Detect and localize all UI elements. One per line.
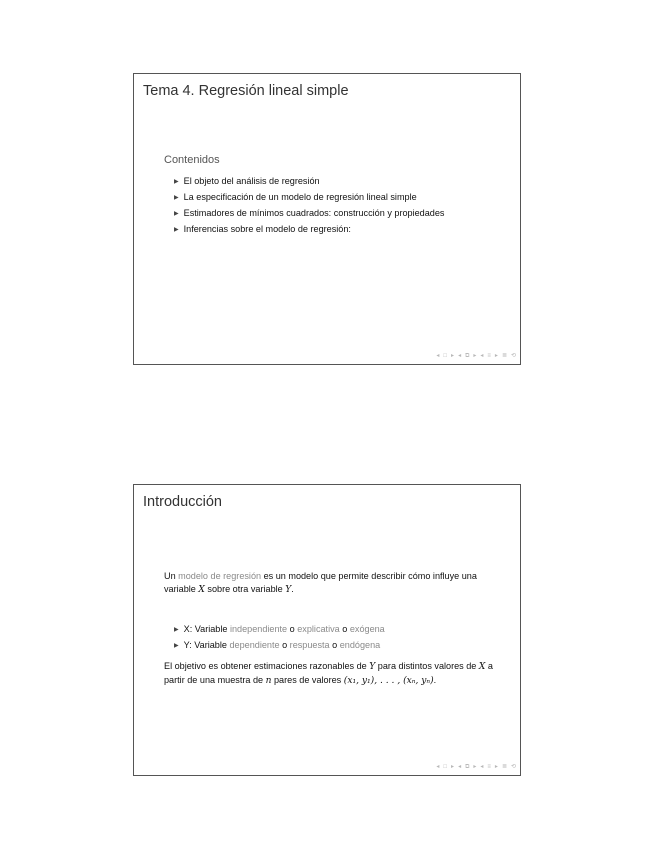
triangle-right-icon: ▶ bbox=[174, 179, 179, 185]
triangle-right-icon: ▶ bbox=[174, 211, 179, 217]
nav-next-section-icon[interactable]: ▸ bbox=[494, 764, 498, 770]
triangle-right-icon: ▶ bbox=[174, 227, 179, 233]
beamer-navigation-bar[interactable] bbox=[436, 351, 516, 361]
slide-1 bbox=[133, 73, 521, 365]
nav-prev-subsection-icon[interactable]: ◂ bbox=[458, 353, 462, 359]
nav-search-icon[interactable]: ⟲ bbox=[510, 764, 516, 770]
section-heading: Contenidos bbox=[164, 154, 220, 166]
nav-next-frame-icon[interactable]: ▸ bbox=[451, 353, 455, 359]
list-item: ▶ La especificación de un modelo de regresión lineal simple bbox=[174, 189, 444, 205]
list-item: ▶ Y: Variable dependiente o respuesta o endógena bbox=[174, 637, 385, 653]
nav-search-icon[interactable]: ⟲ bbox=[510, 353, 516, 359]
slide-2 bbox=[133, 484, 521, 776]
nav-frame-icon[interactable]: □ bbox=[443, 353, 448, 359]
slide-title: Introducción bbox=[143, 494, 222, 510]
nav-align-icon[interactable]: ≣ bbox=[501, 353, 507, 359]
sample-pairs: (x₁, y₁), . . . , (xₙ, yₙ) bbox=[343, 676, 434, 686]
slide-title: Tema 4. Regresión lineal simple bbox=[143, 83, 349, 99]
nav-next-section-icon[interactable]: ▸ bbox=[494, 353, 498, 359]
nav-next-subsection-icon[interactable]: ▸ bbox=[473, 353, 477, 359]
variables-list bbox=[174, 621, 385, 653]
objective-paragraph: El objetivo es obtener estimaciones razonables de Y para distintos valores de X a partir de una muestra de n pares de valores (x₁, y₁), . . . , (xₙ, yₙ). bbox=[164, 661, 493, 686]
list-item: ▶ Estimadores de mínimos cuadrados: construcción y propiedades bbox=[174, 205, 444, 221]
nav-prev-frame-icon[interactable]: ◂ bbox=[436, 764, 440, 770]
list-item: ▶ X: Variable independiente o explicativa o exógena bbox=[174, 621, 385, 637]
nav-section-icon[interactable]: ≡ bbox=[487, 764, 491, 770]
nav-prev-subsection-icon[interactable]: ◂ bbox=[458, 764, 462, 770]
contents-list bbox=[174, 173, 444, 237]
triangle-right-icon: ▶ bbox=[174, 643, 179, 649]
beamer-navigation-bar[interactable] bbox=[436, 762, 516, 772]
nav-prev-frame-icon[interactable]: ◂ bbox=[436, 353, 440, 359]
highlight-term: modelo de regresión bbox=[178, 571, 262, 581]
list-item: ▶ Inferencias sobre el modelo de regresión: bbox=[174, 221, 444, 237]
triangle-right-icon: ▶ bbox=[174, 627, 179, 633]
nav-prev-section-icon[interactable]: ◂ bbox=[480, 353, 484, 359]
intro-paragraph: Un modelo de regresión es un modelo que permite describir cómo influye una variable X sobre otra variable Y. bbox=[164, 571, 477, 595]
list-item: ▶ El objeto del análisis de regresión bbox=[174, 173, 444, 189]
nav-subsection-icon[interactable]: ⧉ bbox=[465, 353, 470, 359]
nav-section-icon[interactable]: ≡ bbox=[487, 353, 491, 359]
triangle-right-icon: ▶ bbox=[174, 195, 179, 201]
nav-subsection-icon[interactable]: ⧉ bbox=[465, 764, 470, 770]
nav-frame-icon[interactable]: □ bbox=[443, 764, 448, 770]
nav-next-subsection-icon[interactable]: ▸ bbox=[473, 764, 477, 770]
nav-prev-section-icon[interactable]: ◂ bbox=[480, 764, 484, 770]
nav-next-frame-icon[interactable]: ▸ bbox=[451, 764, 455, 770]
nav-align-icon[interactable]: ≣ bbox=[501, 764, 507, 770]
